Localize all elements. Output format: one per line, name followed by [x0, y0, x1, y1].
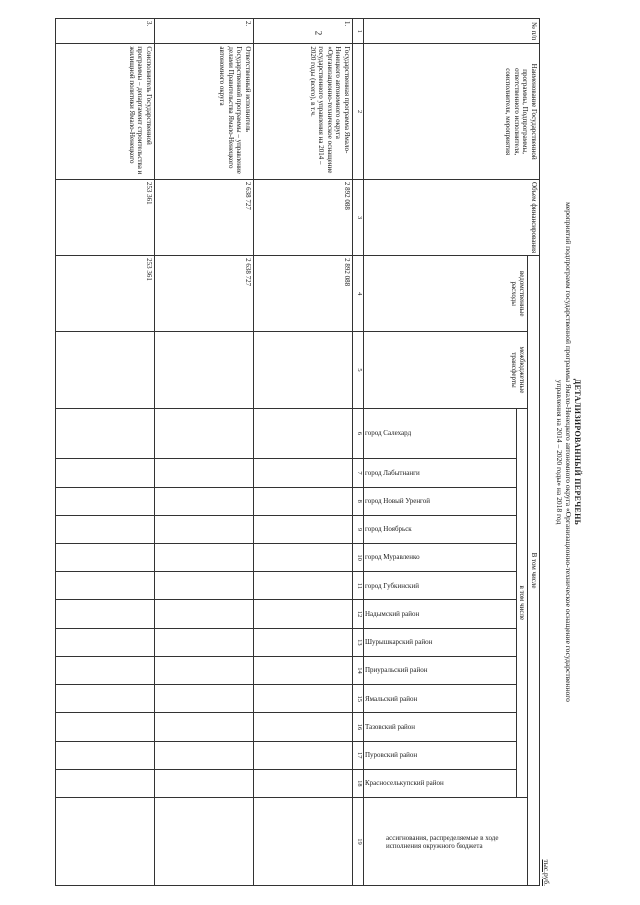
header-cell-volume: Объем финансирования	[364, 179, 540, 255]
empty-cell	[254, 685, 353, 713]
column-number: 14	[353, 656, 364, 684]
column-number: 7	[353, 459, 364, 487]
header-cell-municipality: Ямальский район	[364, 685, 517, 713]
header-cell-departmental: ведомственные расходы	[364, 256, 529, 332]
row-volume: 253 361	[56, 179, 155, 255]
empty-cell	[254, 713, 353, 741]
empty-cell	[56, 741, 155, 769]
header-cell-municipality: город Муравленко	[364, 544, 517, 572]
header-cell-municipality: город Губкинский	[364, 572, 517, 600]
empty-cell	[155, 656, 254, 684]
empty-cell	[155, 544, 254, 572]
table-row	[56, 19, 155, 886]
empty-cell	[254, 572, 353, 600]
row-name: Ответственный исполнитель Государственной программы – управление делами Правительства Ямало-Ненецкого автономного округа	[155, 44, 254, 180]
document-subtitle-line1: мероприятий подпрограмм государственной программы Ямало-Ненецкого автономного округа «Организационно-техническое оснащение государственного	[564, 202, 573, 702]
column-number: 3	[353, 179, 364, 255]
row-departmental: 253 361	[56, 256, 155, 332]
column-number: 6	[353, 408, 364, 459]
empty-cell	[56, 408, 155, 459]
empty-cell	[254, 628, 353, 656]
empty-cell	[155, 487, 254, 515]
empty-cell	[155, 515, 254, 543]
empty-cell	[56, 769, 155, 797]
header-cell-municipality: Пуровский район	[364, 741, 517, 769]
empty-cell	[254, 515, 353, 543]
column-number: 17	[353, 741, 364, 769]
header-cell-municipality: город Салехард	[364, 408, 517, 459]
column-number: 19	[353, 798, 364, 886]
row-departmental: 2 638 727	[155, 256, 254, 332]
empty-cell	[56, 544, 155, 572]
header-cell-in-that: В том числе	[528, 256, 540, 886]
empty-cell	[56, 332, 155, 408]
header-cell-name: Наименование Государственной программы, Подпрограммы, ответственного исполнителя, соисполнителя, мероприятия	[364, 44, 540, 180]
empty-cell	[155, 459, 254, 487]
header-cell-no: № п/п	[364, 19, 540, 44]
row-no: 3.	[56, 19, 155, 44]
column-number: 5	[353, 332, 364, 408]
empty-cell	[155, 741, 254, 769]
column-number: 10	[353, 544, 364, 572]
row-volume: 2 892 088	[254, 179, 353, 255]
row-departmental: 2 892 088	[254, 256, 353, 332]
financing-table	[55, 18, 540, 886]
empty-cell	[56, 685, 155, 713]
column-number: 12	[353, 600, 364, 628]
column-number: 9	[353, 515, 364, 543]
empty-cell	[56, 572, 155, 600]
empty-cell	[155, 685, 254, 713]
column-number: 8	[353, 487, 364, 515]
empty-cell	[254, 769, 353, 797]
rotated-sheet	[48, 12, 584, 892]
header-cell-municipality: Надымский район	[364, 600, 517, 628]
empty-cell	[155, 408, 254, 459]
document-subtitle-line2: управления на 2014 – 2020 годы» на 2018 год	[555, 379, 564, 525]
column-number: 4	[353, 256, 364, 332]
header-cell-including: в том числе	[517, 408, 529, 797]
empty-cell	[155, 572, 254, 600]
empty-cell	[56, 600, 155, 628]
empty-cell	[155, 600, 254, 628]
column-number: 18	[353, 769, 364, 797]
empty-cell	[254, 741, 353, 769]
empty-cell	[254, 656, 353, 684]
empty-cell	[56, 656, 155, 684]
table-row	[155, 19, 254, 886]
column-number: 15	[353, 685, 364, 713]
empty-cell	[254, 459, 353, 487]
row-volume: 2 638 727	[155, 179, 254, 255]
empty-cell	[254, 798, 353, 886]
empty-cell	[56, 798, 155, 886]
empty-cell	[56, 487, 155, 515]
header-cell-municipality: Шурышкарский район	[364, 628, 517, 656]
header-cell-municipality: город Новый Уренгой	[364, 487, 517, 515]
empty-cell	[56, 713, 155, 741]
header-cell-municipality: Красноселькупский район	[364, 769, 517, 797]
empty-cell	[56, 459, 155, 487]
page-number: 2	[313, 30, 324, 36]
column-number: 1	[353, 19, 364, 44]
empty-cell	[155, 798, 254, 886]
column-number: 2	[353, 44, 364, 180]
empty-cell	[254, 600, 353, 628]
header-cell-municipality: город Ноябрьск	[364, 515, 517, 543]
empty-cell	[56, 628, 155, 656]
empty-cell	[155, 628, 254, 656]
table-row	[254, 19, 353, 886]
empty-cell	[155, 769, 254, 797]
header-cell-unallocated: ассигнования, распределяемые в ходе исполнения окружного бюджета	[364, 798, 529, 886]
unit-label: тыс.руб.	[542, 859, 551, 886]
column-number: 11	[353, 572, 364, 600]
empty-cell	[254, 544, 353, 572]
row-no: 1.	[254, 19, 353, 44]
empty-cell	[254, 332, 353, 408]
header-cell-municipality: Приуральский район	[364, 656, 517, 684]
row-name: Государственная программа Ямало-Ненецкого автономного округа «Организационно-техническое оснащение государственного управления на 2014 – 2020 годы (всего), в т.ч.	[254, 44, 353, 180]
header-cell-municipality: город Лабытнанги	[364, 459, 517, 487]
column-number: 16	[353, 713, 364, 741]
empty-cell	[254, 408, 353, 459]
column-number-row	[353, 19, 364, 886]
document-title: ДЕТАЛИЗИРОВАННЫЙ ПЕРЕЧЕНЬ	[573, 378, 582, 526]
row-name: Соисполнитель Государственной программы – департамент строительства и жилищной политики Ямало-Ненецкого	[56, 44, 155, 180]
row-no: 2.	[155, 19, 254, 44]
document-header	[555, 12, 584, 892]
header-cell-transfers: межбюджетные трансферты	[364, 332, 529, 408]
empty-cell	[155, 332, 254, 408]
empty-cell	[254, 487, 353, 515]
column-number: 13	[353, 628, 364, 656]
empty-cell	[155, 713, 254, 741]
header-cell-municipality: Тазовский район	[364, 713, 517, 741]
empty-cell	[56, 515, 155, 543]
